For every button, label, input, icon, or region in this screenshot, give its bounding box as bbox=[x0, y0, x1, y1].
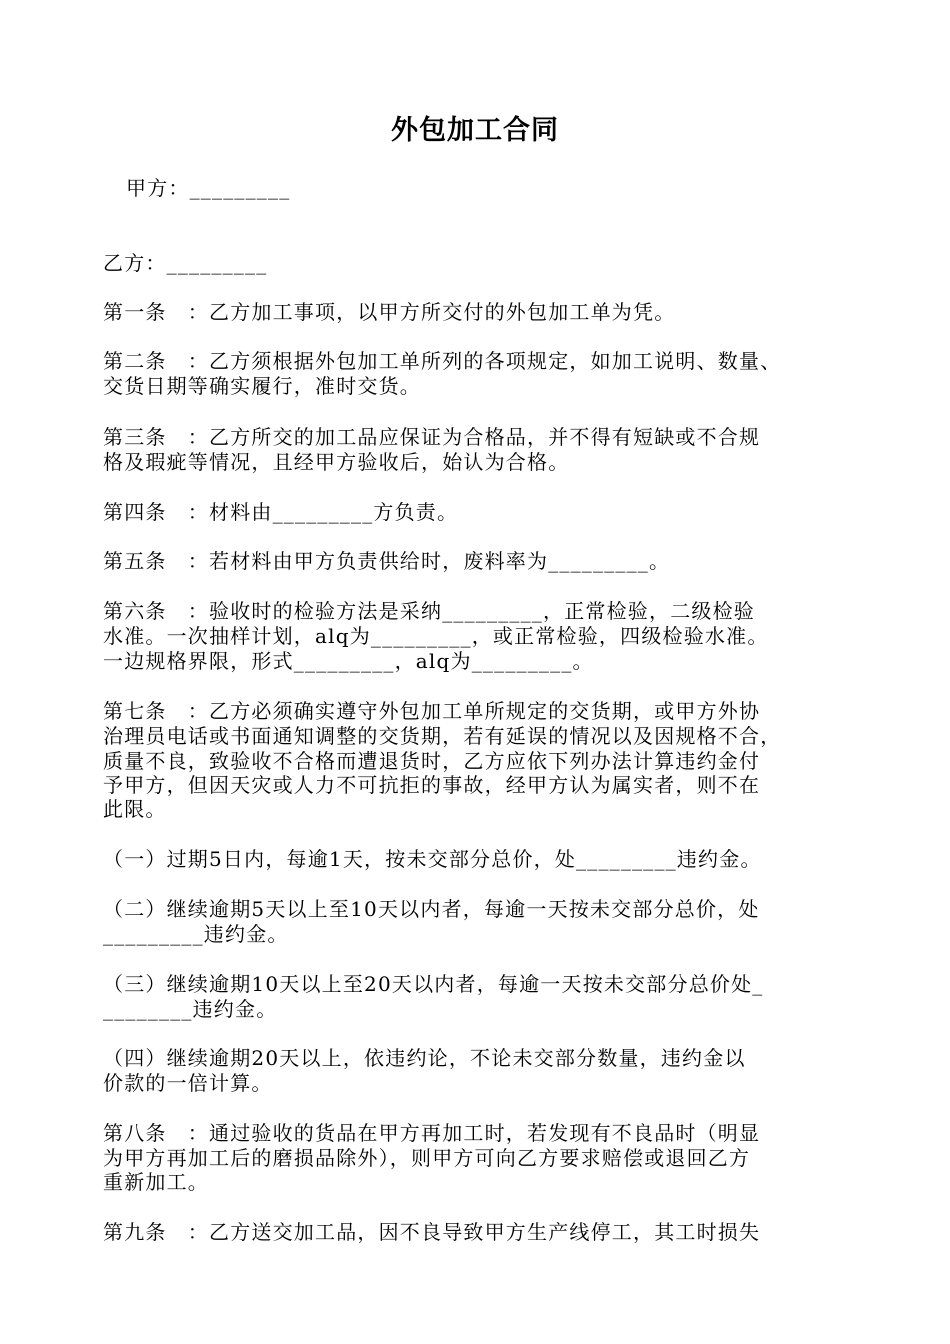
clause-4-line: 价款的一倍计算。 bbox=[103, 1071, 273, 1095]
clause-2-line: _________违约金。 bbox=[103, 922, 289, 946]
article-9-line: 第九条 ：乙方送交加工品，因不良导致甲方生产线停工，其工时损失 bbox=[103, 1220, 761, 1244]
article-2-line: 交货日期等确实履行，准时交货。 bbox=[103, 374, 421, 398]
clause-2-line: （二）继续逾期5天以上至10天以内者，每逾一天按未交部分总价，处 bbox=[103, 897, 760, 921]
article-4-line: 第四条 ：材料由_________方负责。 bbox=[103, 500, 459, 524]
article-3-line: 第三条 ：乙方所交的加工品应保证为合格品，并不得有短缺或不合规 bbox=[103, 425, 761, 449]
party-b-line: 乙方：_________ bbox=[103, 251, 268, 275]
clause-3-line: （三）继续逾期10天以上至20天以内者，每逾一天按未交部分总价处_ bbox=[103, 972, 764, 996]
article-1-line: 第一条 ：乙方加工事项，以甲方所交付的外包加工单为凭。 bbox=[103, 300, 676, 324]
article-7-line: 予甲方，但因天灾或人力不可抗拒的事故，经甲方认为属实者，则不在 bbox=[103, 773, 761, 797]
article-7-line: 质量不良，致验收不合格而遭退货时，乙方应依下列办法计算违约金付 bbox=[103, 749, 761, 773]
article-7-line: 此限。 bbox=[103, 797, 167, 821]
article-7-line: 第七条 ：乙方必须确实遵守外包加工单所规定的交货期，或甲方外协 bbox=[103, 699, 761, 723]
article-6-line: 第六条 ：验收时的检验方法是采纳_________，正常检验，二级检验 bbox=[103, 599, 755, 623]
party-a-line: 甲方：_________ bbox=[126, 176, 291, 200]
article-6-line: 水准。一次抽样计划，alq为_________，或正常检验，四级检验水准。 bbox=[103, 624, 769, 648]
page-title: 外包加工合同 bbox=[391, 115, 559, 146]
article-8-line: 为甲方再加工后的磨损品除外），则甲方可向乙方要求赔偿或退回乙方 bbox=[103, 1146, 751, 1170]
article-8-line: 重新加工。 bbox=[103, 1170, 209, 1194]
clause-4-line: （四）继续逾期20天以上，依违约论，不论未交部分数量，违约金以 bbox=[103, 1046, 746, 1070]
article-3-line: 格及瑕疵等情况，且经甲方验收后，始认为合格。 bbox=[103, 450, 570, 474]
article-2-line: 第二条 ：乙方须根据外包加工单所列的各项规定，如加工说明、数量、 bbox=[103, 349, 782, 373]
article-6-line: 一边规格界限，形式_________，alq为_________。 bbox=[103, 649, 594, 673]
article-5-line: 第五条 ：若材料由甲方负责供给时，废料率为_________。 bbox=[103, 549, 671, 573]
clause-3-line: ________违约金。 bbox=[103, 997, 278, 1021]
article-8-line: 第八条 ：通过验收的货品在甲方再加工时，若发现有不良品时（明显 bbox=[103, 1121, 761, 1145]
article-7-line: 治理员电话或书面通知调整的交货期，若有延误的情况以及因规格不合， bbox=[103, 724, 782, 748]
clause-1-line: （一）过期5日内，每逾1天，按未交部分总价，处_________违约金。 bbox=[103, 847, 762, 871]
